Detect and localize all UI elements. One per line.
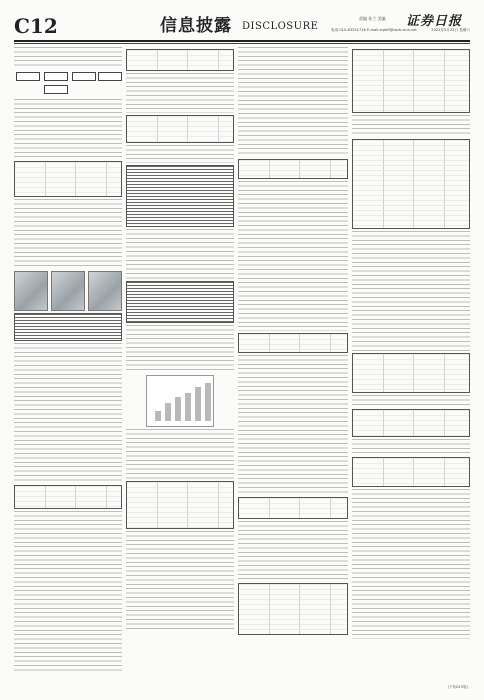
body-text [14,511,122,671]
body-text [14,99,122,159]
column-1 [14,47,122,678]
column-4 [352,47,470,678]
body-text [126,531,234,631]
contact-info: 电话:010-83251716 E-mail:zqrb9@zqrb.sina.net [331,28,417,32]
data-table [238,333,348,353]
body-text [238,521,348,581]
data-table [14,313,122,341]
body-text [352,231,470,351]
page-number: C12 [14,14,58,38]
body-text [352,489,470,639]
body-text [14,199,122,269]
chart-bar [185,393,191,421]
newspaper-logo: 证券日报 [406,14,463,29]
data-table [352,457,470,487]
column-2 [126,47,234,678]
data-table [352,353,470,393]
data-table [352,49,470,113]
continuation-note: (下转D15版) [447,685,468,689]
section-title: 信息披露 [160,16,232,36]
body-text [14,343,122,483]
data-table [352,409,470,437]
data-table [238,583,348,635]
product-photo [51,271,85,311]
bar-chart [146,375,214,427]
body-text [126,325,234,373]
product-photo [88,271,122,311]
data-table [126,165,234,227]
body-text [238,355,348,495]
editor-credit: 责编 孙兰 美编 [359,16,386,21]
masthead-rule [14,43,470,44]
data-table [126,481,234,529]
flow-diagram [14,69,122,97]
chart-bar [175,397,181,421]
data-table [238,159,348,179]
body-text [238,181,348,331]
data-table [352,139,470,229]
issue-date: 2021年5月22日 星期六 [431,28,470,32]
photo-group [14,271,122,311]
body-text [126,73,234,113]
data-table [14,161,122,197]
data-table [126,49,234,71]
data-table [126,115,234,143]
product-photo [14,271,48,311]
body-text [126,229,234,279]
section-title-en: DISCLOSURE [242,21,319,32]
column-3 [238,47,348,678]
body-text [352,115,470,137]
data-table [238,497,348,519]
chart-bar [155,411,161,421]
body-text [352,439,470,455]
body-text [14,47,122,67]
body-text [352,395,470,407]
chart-bar [165,403,171,421]
body-text [238,47,348,157]
body-text [126,145,234,163]
body-text [126,429,234,479]
data-table [126,281,234,323]
data-table [14,485,122,509]
chart-bar [205,383,211,421]
chart-bar [195,387,201,421]
